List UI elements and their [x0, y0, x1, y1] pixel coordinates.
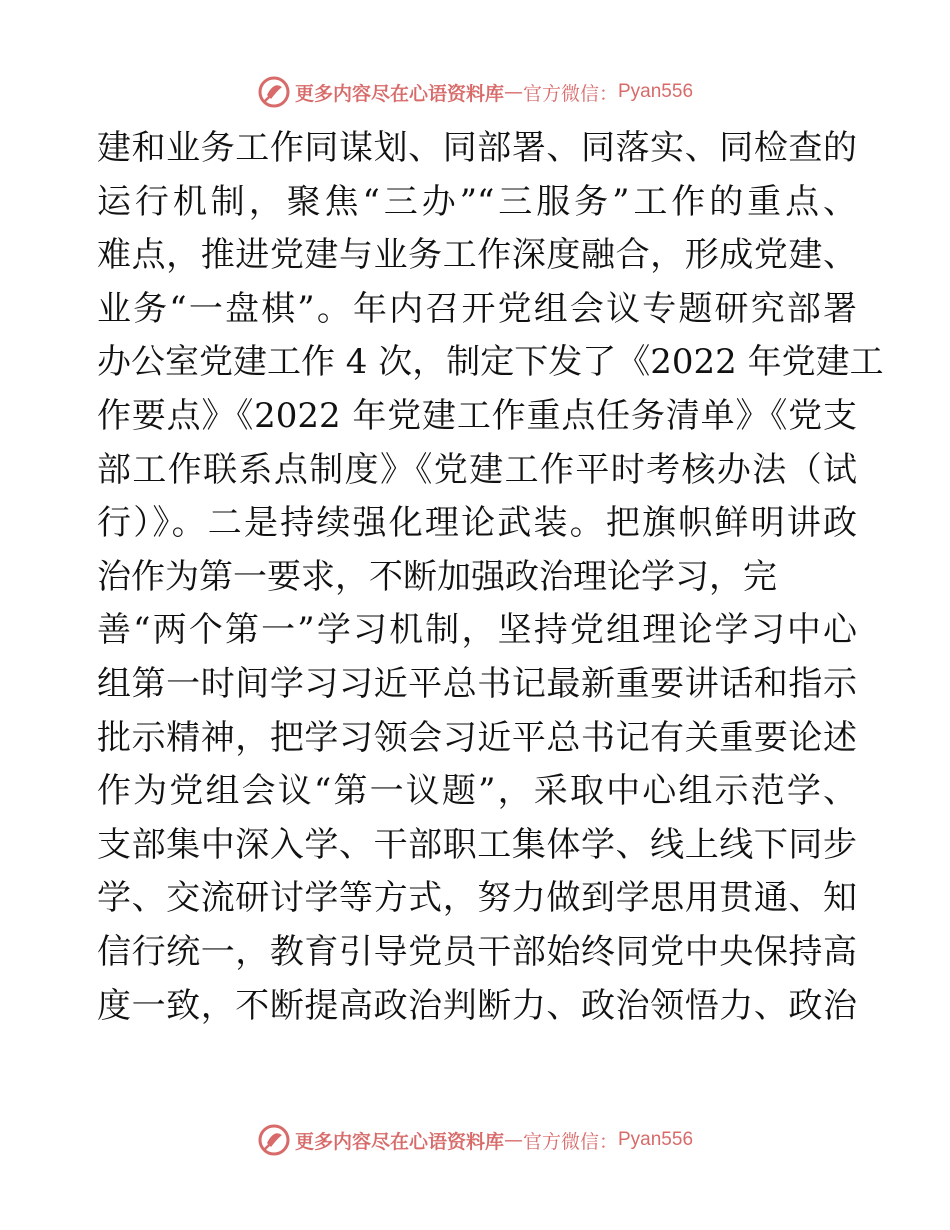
banner-label: 官方微信： [522, 82, 618, 105]
logo-icon [257, 1123, 291, 1157]
body-line: 信行统一，教育引导党员干部始终同党中央保持高 [97, 931, 857, 972]
banner-title: 更多内容尽在心语资料库 [294, 1130, 504, 1153]
banner-separator: — [503, 81, 523, 103]
body-line: 度一致，不断提高政治判断力、政治领悟力、政治 [97, 985, 857, 1026]
banner-wechat-id: Pyan556 [618, 1129, 694, 1150]
body-line: 善“两个第一”学习机制，坚持党组理论学习中心 [97, 610, 857, 651]
footer-banner [0, 1120, 950, 1160]
body-line: 难点，推进党建与业务工作深度融合，形成党建、 [97, 235, 857, 276]
body-line: 运行机制，聚焦“三办”“三服务”工作的重点、 [97, 181, 857, 222]
body-line: 业务“一盘棋”。年内召开党组会议专题研究部署 [97, 288, 857, 329]
banner-wechat-id: Pyan556 [618, 81, 694, 102]
body-line: 建和业务工作同谋划、同部署、同落实、同检查的 [97, 128, 857, 168]
document-body [97, 122, 884, 1033]
body-line: 部工作联系点制度》《党建工作平时考核办法（试 [97, 449, 857, 490]
banner-label: 官方微信： [522, 1130, 618, 1153]
body-line: 组第一时间学习习近平总书记最新重要讲话和指示 [97, 663, 857, 704]
body-line: 作要点》《2022 年党建工作重点任务清单》《党支 [97, 395, 857, 436]
body-line: 治作为第一要求，不断加强政治理论学习，完 [97, 556, 777, 597]
body-line: 作为党组会议“第一议题”，采取中心组示范学、 [97, 771, 857, 812]
body-line: 办公室党建工作 4 次，制定下发了《2022 年党建工 [97, 342, 884, 383]
body-line: 支部集中深入学、干部职工集体学、线上线下同步 [97, 824, 857, 865]
body-line: 批示精神，把学习领会习近平总书记有关重要论述 [97, 717, 857, 758]
body-line: 行）》。二是持续强化理论武装。把旗帜鲜明讲政 [97, 503, 857, 544]
banner-separator: — [503, 1129, 523, 1151]
banner-title: 更多内容尽在心语资料库 [294, 82, 504, 105]
logo-icon [257, 75, 291, 109]
body-line: 学、交流研讨学等方式，努力做到学思用贯通、知 [97, 878, 857, 919]
header-banner [0, 72, 950, 112]
